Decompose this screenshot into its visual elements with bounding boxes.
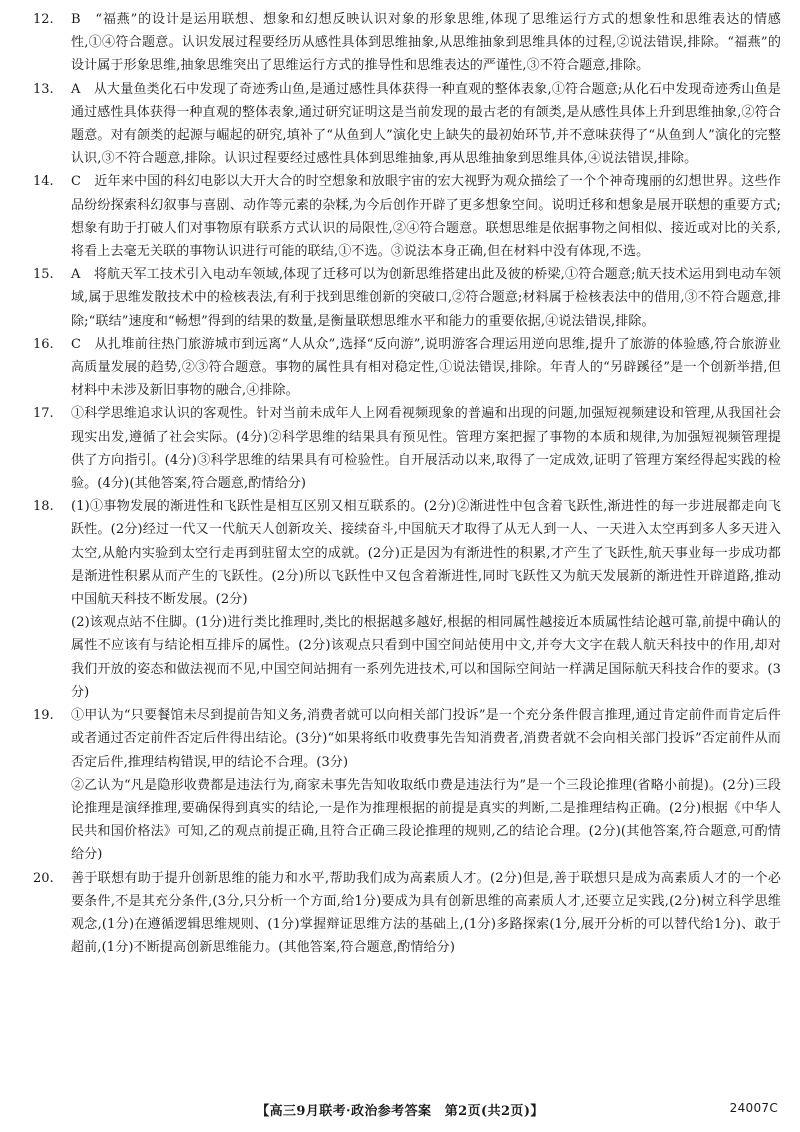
answer-paragraph: ①科学思维追求认识的客观性。针对当前未成年人上网看视频现象的普遍和出现的问题,加强短视频建设和管理,从我国社会现实出发,遵循了社会实际。(4分)②科学思维的结果具有预见性。管理方案把握了事物的本质和规律,为加强短视频管理提供了方向指引。(4分)③科学思维的结果具有可检验性。自开展活动以来,取得了一定成效,证明了管理方案经得起实践的检验。(4分)(其他答案,符合题意,酌情给分) [71,406,781,492]
question-number: 13. [33,81,54,97]
answer-body [71,78,781,171]
answer-paragraph: C 近年来中国的科幻电影以大开大合的时空想象和放眼宇宙的宏大视野为观众描绘了一个个神奇瑰丽的幻想世界。这些作品纷纷探索科幻叙事与喜剧、动作等元素的杂糅,为今后创作开辟了更多想象空间。说明迁移和想象是展开联想的重要方式;想象有助于打破人们对事物原有联系方式认识的局限性,②④符合题意。联想思维是依据事物之间相似、接近或对比的关系,将看上去毫无关联的事物认识进行可能的联结,①不选。③说法本身正确,但在材料中没有体现,不选。 [71,174,781,260]
answer-body [71,333,781,403]
page-footer [0,1100,800,1126]
answer-body [71,704,781,866]
answer-item-20 [33,867,781,960]
question-number: 15. [33,267,54,283]
question-number: 12. [33,12,54,27]
answer-body [71,495,781,704]
answer-body [71,8,781,78]
document-code: 24007C [729,1101,778,1115]
answer-item-15 [33,263,781,333]
question-number: 17. [33,406,54,422]
answer-paragraph-part-2: (2)该观点站不住脚。(1分)进行类比推理时,类比的根据越多越好,根据的相同属性越接近本质属性结论越可靠,前提中确认的属性不应该有与结论相互排斥的属性。(2分)该观点只看到中国空间站使用中文,并夸大文字在载人航天科技中的作用,却对我们开放的姿态和做法视而不见,中国空间站拥有一系列先进技术,可以和国际空间站一样满足国际航天科技合作的要求。(3分) [71,615,781,700]
answer-list [33,8,781,959]
answer-paragraph-part-1: ①甲认为“只要餐馆未尽到提前告知义务,消费者就可以向相关部门投诉”是一个充分条件假言推理,通过肯定前件而肯定后件或者通过否定前件否定后件得出结论。(3分)“如果将纸巾收费事先告知消费者,消费者就不会向相关部门投诉”否定前件从而否定后件,推理结构错误,甲的结论不合理。(3分) [71,708,781,770]
answer-item-17 [33,402,781,495]
answer-paragraph-part-2: ②乙认为“凡是隐形收费都是违法行为,商家未事先告知收取纸巾费是违法行为”是一个三段论推理(省略小前提)。(2分)三段论推理是演绎推理,要确保得到真实的结论,一是作为推理根据的前提是真实的判断,二是推理结构正确。(2分)根据《中华人民共和国价格法》可知,乙的观点前提正确,且符合正确三段论推理的规则,乙的结论合理。(2分)(其他答案,符合题意,可酌情给分) [71,777,781,863]
answer-paragraph: A 将航天军工技术引入电动车领域,体现了迁移可以为创新思维搭建出此及彼的桥梁,①符合题意;航天技术运用到电动车领域,属于思维发散技术中的检核表法,有利于找到思维创新的突破口,②符合题意;材料属于检核表法中的借用,③不符合题意,排除;“联结”速度和“畅想”得到的结果的数量,是衡量联想思维水平和能力的重要依据,④说法错误,排除。 [71,267,781,329]
answer-body [71,263,781,333]
answer-paragraph: B “福燕”的设计是运用联想、想象和幻想反映认识对象的形象思维,体现了思维运行方式的想象性和思维表达的情感性,①④符合题意。认识发展过程要经历从感性具体到思维抽象,从思维抽象到思维具体的过程,②说法错误,排除。“福燕”的设计属于形象思维,抽象思维突出了思维运行方式的推导性和思维表达的严谨性,③不符合题意,排除。 [71,12,781,74]
question-number: 18. [33,499,54,515]
question-number: 20. [33,870,54,886]
answer-paragraph: C 从扎堆前往热门旅游城市到远离“人从众”,选择“反向游”,说明游客合理运用逆向思维,提升了旅游的体验感,符合旅游业高质量发展的趋势,②③符合题意。事物的属性具有相对稳定性,①说法错误,排除。年青人的“另辟蹊径”是一个创新举措,但材料中未涉及新旧事物的融合,④排除。 [71,336,781,399]
answer-paragraph: 善于联想有助于提升创新思维的能力和水平,帮助我们成为高素质人才。(2分)但是,善于联想只是成为高素质人才的一个必要条件,不是其充分条件,(3分,只分析一个方面,给1分)要成为具有创新思维的高素质人才,还要立足实践,(2分)树立科学思维观念,(1分)在遵循逻辑思维规则、(1分)掌握辩证思维方法的基础上,(1分)多路探索(1分,展开分析的可以替代给1分)、敢于超前,(1分)不断提高创新思维能力。(其他答案,符合题意,酌情给分) [71,870,781,956]
footer-title: 【高三9月联考·政治参考答案 第2页(共2页)】 [256,1104,544,1119]
question-number: 14. [33,174,54,190]
answer-paragraph-part-1: (1)①事物发展的渐进性和飞跃性是相互区别又相互联系的。(2分)②渐进性中包含着飞跃性,渐进性的每一步进展都走向飞跃性。(2分)经过一代又一代航天人创新攻关、接续奋斗,中国航天才取得了从无人到一人、一天进入太空再到多人多天进入太空,从舱内实验到太空行走再到驻留太空的成就。(2分)正是因为有渐进性的积累,才产生了飞跃性,航天事业每一步成功都是渐进性积累从而产生的飞跃性。(2分)所以飞跃性中又包含着渐进性,同时飞跃性又为航天发展新的渐进性开辟道路,推动中国航天科技不断发展。(2分) [71,499,781,608]
answer-item-19 [33,704,781,866]
answer-item-14 [33,170,781,263]
answer-body [71,170,781,263]
answer-body [71,867,781,960]
question-number: 16. [33,336,54,352]
answer-body [71,402,781,495]
answer-item-13 [33,78,781,171]
answer-item-16 [33,333,781,403]
answer-item-18 [33,495,781,704]
question-number: 19. [33,708,54,724]
answer-paragraph: A 从大量鱼类化石中发现了奇迹秀山鱼,是通过感性具体获得一种直观的整体表象,①符合题意;从化石中发现奇迹秀山鱼是通过感性具体获得一种直观的整体表象,通过研究证明这是当前发现的最古老的有颌类,是从感性具体上升到思维抽象,②符合题意。对有颌类的起源与崛起的研究,填补了“从鱼到人”演化史上缺失的最初始环节,并不意味获得了“从鱼到人”演化的完整认识,③不符合题意,排除。认识过程要经过感性具体到思维抽象,再从思维抽象到思维具体,④说法错误,排除。 [71,81,781,167]
answer-item-12 [33,8,781,78]
